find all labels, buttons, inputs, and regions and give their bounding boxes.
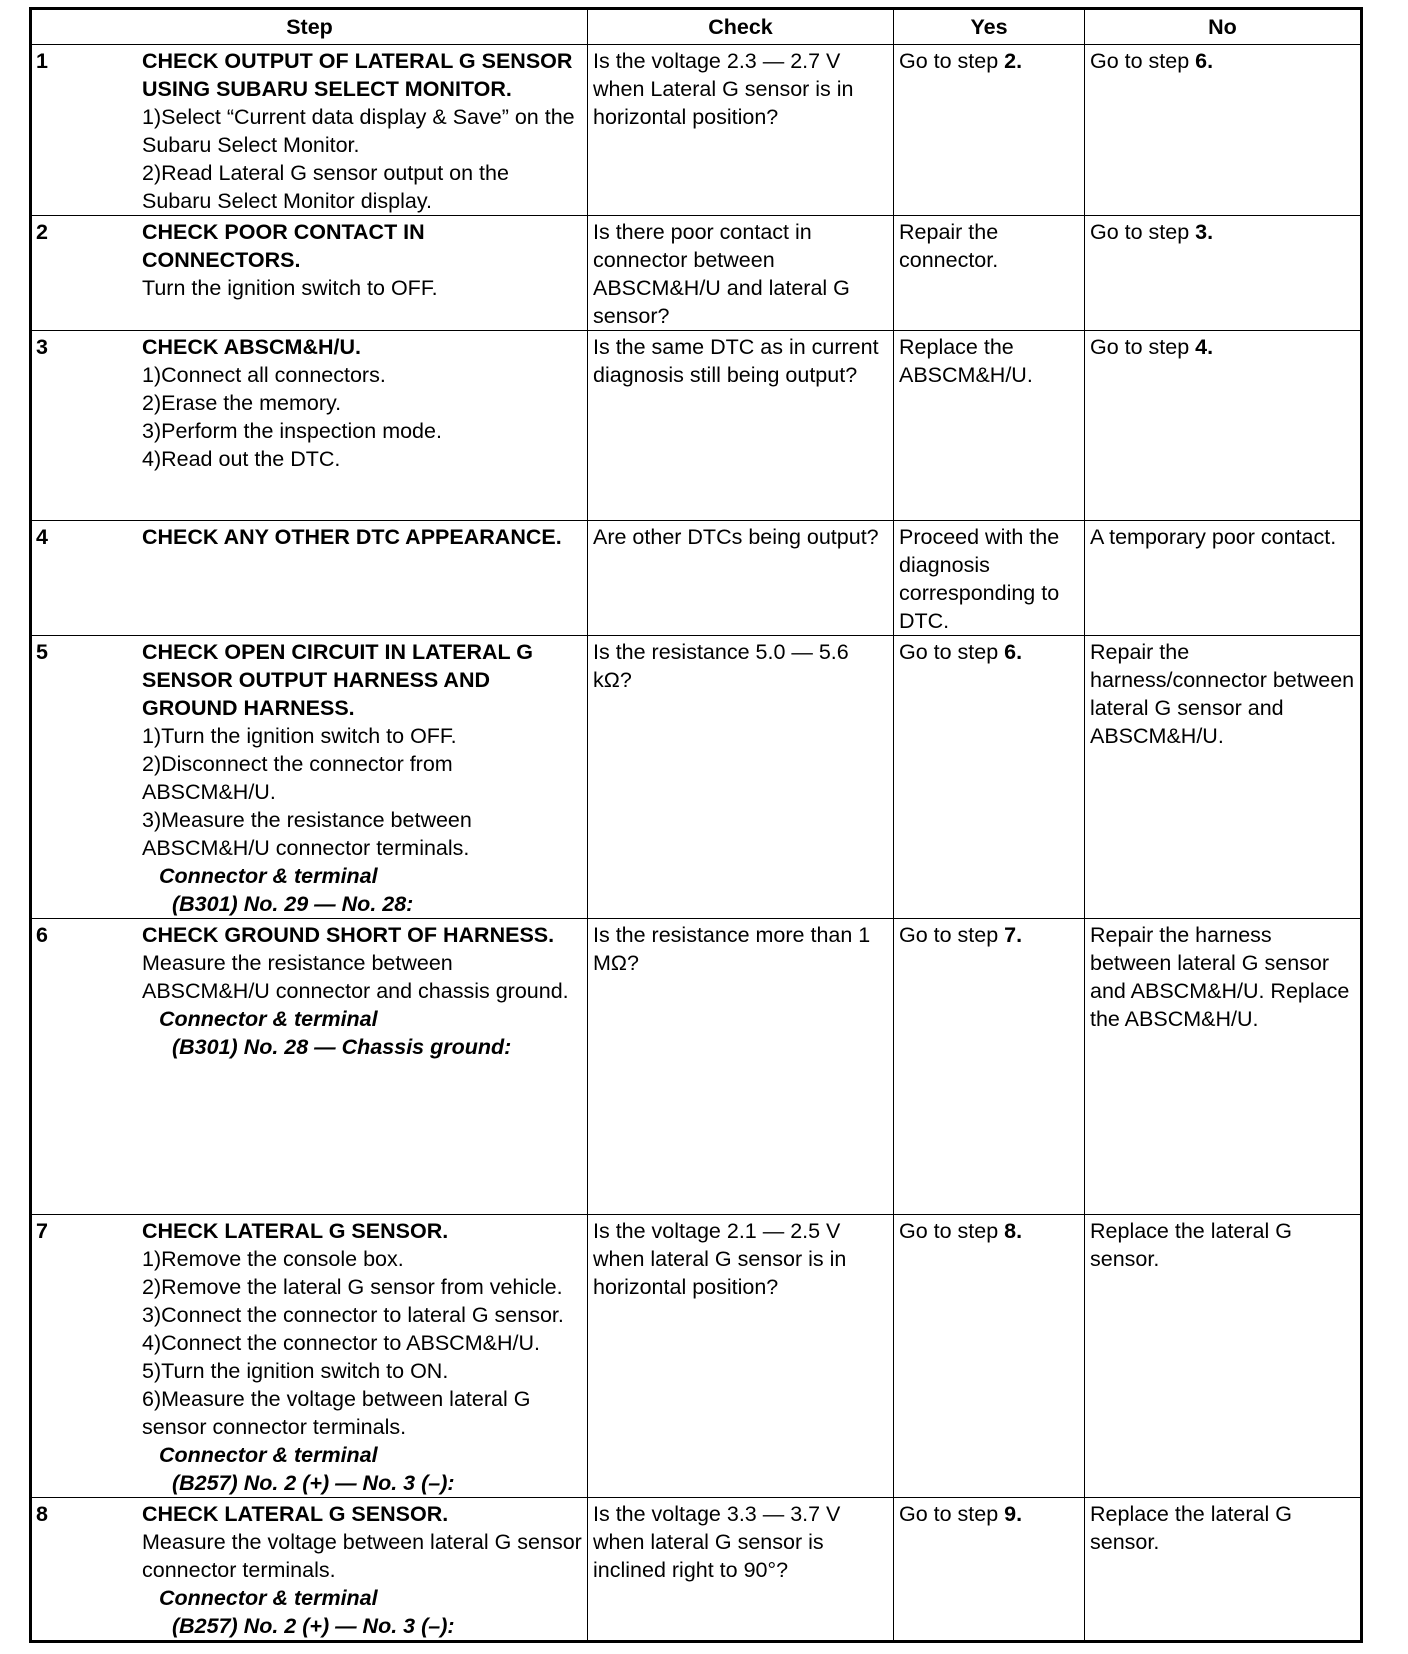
no-text: Replace the lateral G sensor. (1090, 1502, 1292, 1554)
step-instruction: 2)Read Lateral G sensor output on the Subaru Select Monitor display. (142, 161, 509, 213)
header-no: No (1085, 9, 1362, 45)
step-cell (31, 45, 588, 216)
yes-step-ref: 8. (1004, 1219, 1023, 1243)
table-row (31, 45, 1362, 216)
no-cell (1085, 1498, 1362, 1642)
table-row (31, 521, 1362, 636)
step-title: CHECK ANY OTHER DTC APPEARANCE. (142, 525, 562, 549)
yes-text: Repair the connector. (899, 220, 999, 272)
yes-text: Go to step (899, 1219, 1005, 1243)
step-title: CHECK POOR CONTACT IN CONNECTORS. (142, 220, 425, 272)
connector-terminal: (B257) No. 2 (+) — No. 3 (–): (172, 1471, 455, 1495)
no-cell (1085, 636, 1362, 919)
no-text: A temporary poor contact. (1090, 525, 1337, 549)
step-instruction: 3)Connect the connector to lateral G sensor. (142, 1303, 564, 1327)
step-number: 8 (36, 1502, 48, 1526)
table-row (31, 1498, 1362, 1642)
connector-label: Connector & terminal (159, 1007, 378, 1031)
yes-cell (894, 919, 1085, 1215)
step-cell (31, 521, 588, 636)
step-title: CHECK LATERAL G SENSOR. (142, 1502, 449, 1526)
step-title: CHECK ABSCM&H/U. (142, 335, 361, 359)
step-number: 3 (36, 335, 48, 359)
yes-text: Go to step (899, 640, 1005, 664)
yes-step-ref: 9. (1004, 1502, 1023, 1526)
yes-cell (894, 216, 1085, 331)
step-cell (31, 1498, 588, 1642)
step-number: 7 (36, 1219, 48, 1243)
no-text: Go to step (1090, 49, 1196, 73)
connector-label: Connector & terminal (159, 1443, 378, 1467)
step-number: 2 (36, 220, 48, 244)
step-instruction: 1)Remove the console box. (142, 1247, 404, 1271)
step-number: 6 (36, 923, 48, 947)
step-cell (31, 919, 588, 1215)
no-text: Go to step (1090, 335, 1196, 359)
check-cell: Is the same DTC as in current diagnosis still being output? (588, 331, 894, 521)
no-cell (1085, 919, 1362, 1215)
step-instruction: 2)Remove the lateral G sensor from vehicle. (142, 1275, 563, 1299)
step-instruction: 6)Measure the voltage between lateral G sensor connector terminals. (142, 1387, 531, 1439)
step-instruction: Measure the resistance between ABSCM&H/U connector and chassis ground. (142, 951, 569, 1003)
yes-step-ref: 6. (1004, 640, 1023, 664)
no-text: Repair the harness/connector between lateral G sensor and ABSCM&H/U. (1090, 640, 1355, 748)
step-title: CHECK LATERAL G SENSOR. (142, 1219, 449, 1243)
table-row (31, 331, 1362, 521)
no-cell (1085, 521, 1362, 636)
no-text: Go to step (1090, 220, 1196, 244)
step-number: 4 (36, 525, 48, 549)
no-step-ref: 6. (1195, 49, 1214, 73)
step-instruction: Measure the voltage between lateral G sensor connector terminals. (142, 1530, 582, 1582)
yes-cell (894, 331, 1085, 521)
check-cell: Is the voltage 2.1 — 2.5 V when lateral G sensor is in horizontal position? (588, 1215, 894, 1498)
no-cell (1085, 45, 1362, 216)
check-cell: Is the voltage 3.3 — 3.7 V when lateral G sensor is inclined right to 90°? (588, 1498, 894, 1642)
yes-cell (894, 1215, 1085, 1498)
no-cell (1085, 331, 1362, 521)
no-cell (1085, 216, 1362, 331)
yes-text: Go to step (899, 923, 1005, 947)
step-instruction: 1)Select “Current data display & Save” on the Subaru Select Monitor. (142, 105, 575, 157)
step-cell (31, 636, 588, 919)
step-instruction: 5)Turn the ignition switch to ON. (142, 1359, 449, 1383)
no-step-ref: 4. (1195, 335, 1214, 359)
step-instruction: 2)Erase the memory. (142, 391, 342, 415)
step-number: 5 (36, 640, 48, 664)
no-text: Replace the lateral G sensor. (1090, 1219, 1292, 1271)
no-text: Repair the harness between lateral G sensor and ABSCM&H/U. Replace the ABSCM&H/U. (1090, 923, 1350, 1031)
header-step: Step (31, 9, 588, 45)
yes-step-ref: 2. (1004, 49, 1023, 73)
diagnostic-table (29, 7, 1363, 1643)
table-row (31, 636, 1362, 919)
check-cell: Are other DTCs being output? (588, 521, 894, 636)
check-cell: Is the resistance 5.0 — 5.6 kΩ? (588, 636, 894, 919)
step-title: CHECK GROUND SHORT OF HARNESS. (142, 923, 555, 947)
step-instruction: 2)Disconnect the connector from ABSCM&H/U. (142, 752, 453, 804)
connector-terminal: (B301) No. 28 — Chassis ground: (172, 1035, 512, 1059)
connector-terminal: (B257) No. 2 (+) — No. 3 (–): (172, 1614, 455, 1638)
yes-cell (894, 636, 1085, 919)
step-instruction: 4)Read out the DTC. (142, 447, 341, 471)
yes-text: Replace the ABSCM&H/U. (899, 335, 1033, 387)
yes-cell (894, 1498, 1085, 1642)
check-cell: Is there poor contact in connector between ABSCM&H/U and lateral G sensor? (588, 216, 894, 331)
yes-cell (894, 521, 1085, 636)
no-cell (1085, 1215, 1362, 1498)
yes-text: Go to step (899, 49, 1005, 73)
step-title: CHECK OUTPUT OF LATERAL G SENSOR USING SUBARU SELECT MONITOR. (142, 49, 573, 101)
step-cell (31, 1215, 588, 1498)
yes-step-ref: 7. (1004, 923, 1023, 947)
step-cell (31, 331, 588, 521)
no-step-ref: 3. (1195, 220, 1214, 244)
check-cell: Is the voltage 2.3 — 2.7 V when Lateral G sensor is in horizontal position? (588, 45, 894, 216)
step-instruction: 3)Perform the inspection mode. (142, 419, 442, 443)
connector-terminal: (B301) No. 29 — No. 28: (172, 892, 414, 916)
step-instruction: 4)Connect the connector to ABSCM&H/U. (142, 1331, 540, 1355)
step-cell (31, 216, 588, 331)
step-instruction: Turn the ignition switch to OFF. (142, 276, 438, 300)
table-row (31, 919, 1362, 1215)
connector-label: Connector & terminal (159, 1586, 378, 1610)
check-cell: Is the resistance more than 1 MΩ? (588, 919, 894, 1215)
step-title: CHECK OPEN CIRCUIT IN LATERAL G SENSOR OUTPUT HARNESS AND GROUND HARNESS. (142, 640, 533, 720)
header-yes: Yes (894, 9, 1085, 45)
step-number: 1 (36, 49, 48, 73)
table-row (31, 216, 1362, 331)
yes-cell (894, 45, 1085, 216)
connector-label: Connector & terminal (159, 864, 378, 888)
header-check: Check (588, 9, 894, 45)
step-instruction: 3)Measure the resistance between ABSCM&H/U connector terminals. (142, 808, 472, 860)
step-instruction: 1)Connect all connectors. (142, 363, 386, 387)
table-row (31, 1215, 1362, 1498)
yes-text: Proceed with the diagnosis corresponding to DTC. (899, 525, 1060, 633)
yes-text: Go to step (899, 1502, 1005, 1526)
header-row (31, 9, 1362, 45)
step-instruction: 1)Turn the ignition switch to OFF. (142, 724, 457, 748)
